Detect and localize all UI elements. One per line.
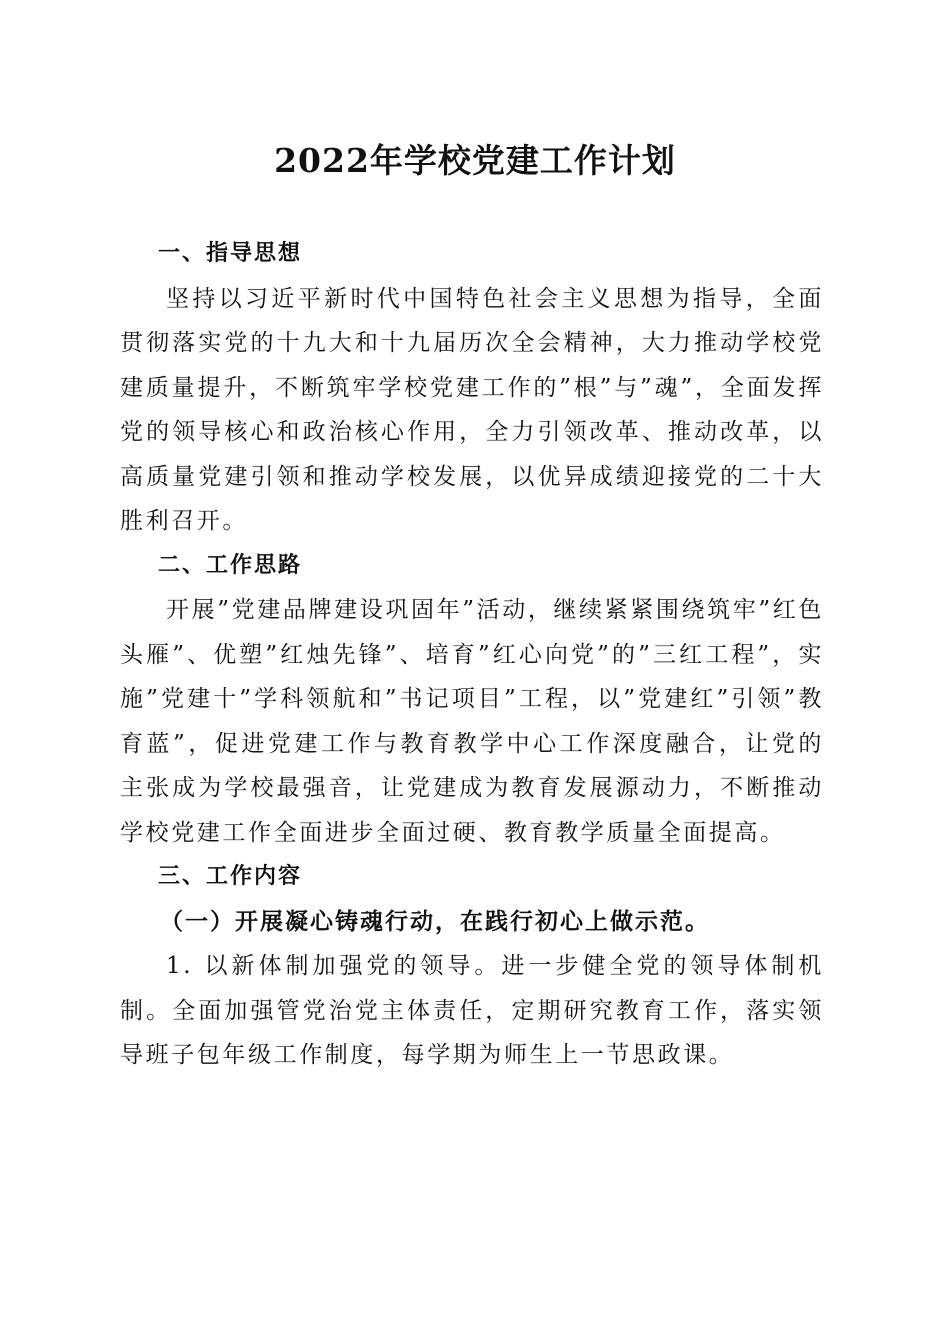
section-paragraph-guiding-ideology: 坚持以习近平新时代中国特色社会主义思想为指导，全面贯彻落实党的十九大和十九届历次全会精神，大力推动学校党建质量提升，不断筑牢学校党建工作的”根”与”魂”，全面发挥党的领导核心和政治核心作用，全力引领改革、推动改革，以高质量党建引领和推动学校发展，以优异成绩迎接党的二十大胜利召开。 xyxy=(120,285,824,534)
section-heading-work-approach: 二、工作思路 xyxy=(158,552,303,578)
subsection-heading-1: （一）开展凝心铸魂行动，在践行初心上做示范。 xyxy=(160,907,710,935)
section-paragraph-work-content: 1. 以新体制加强党的领导。进一步健全党的领导体制机制。全面加强管党治党主体责任，定期研究教育工作，落实领导班子包年级工作制度，每学期为师生上一节思政课。 xyxy=(120,953,824,1068)
document-title: 2022年学校党建工作计划 xyxy=(274,141,676,180)
section-paragraph-work-approach: 开展”党建品牌建设巩固年”活动，继续紧紧围绕筑牢”红色头雁”、优塑”红烛先锋”、培育”红心向党”的”三红工程”，实施”党建十”学科领航和”书记项目”工程，以”党建红”引领”教育蓝”，促进党建工作与教育教学中心工作深度融合，让党的主张成为学校最强音，让党建成为教育发展源动力，不断推动学校党建工作全面进步全面过硬、教育教学质量全面提高。 xyxy=(120,597,824,846)
document-body xyxy=(120,232,824,1078)
section-heading-guiding-ideology: 一、指导思想 xyxy=(158,241,303,266)
section-heading-work-content: 三、工作内容 xyxy=(158,864,303,889)
